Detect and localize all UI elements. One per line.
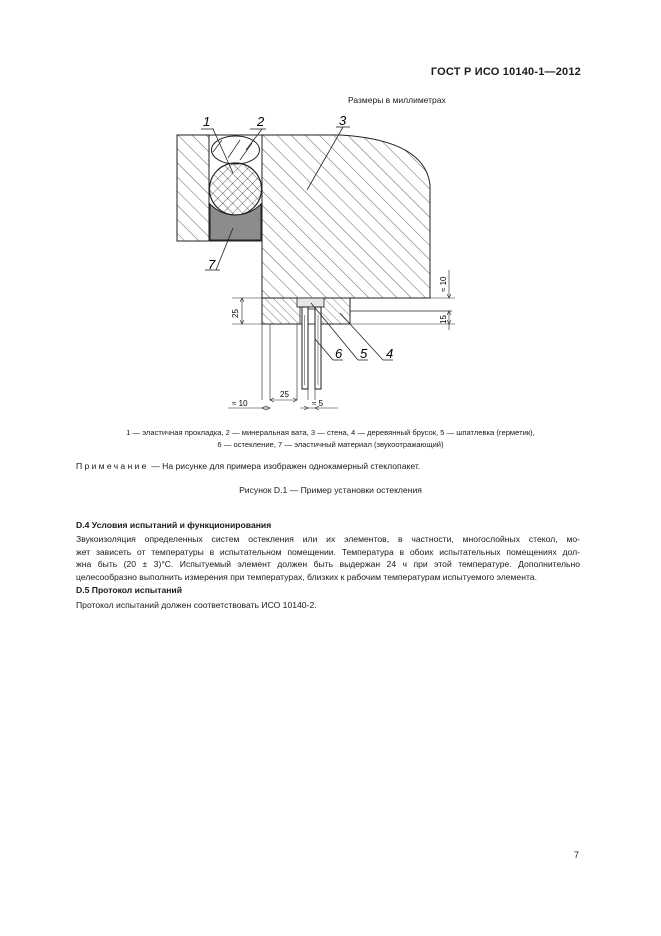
figure-note <box>76 461 420 471</box>
dim-25-horizontal: 25 <box>280 390 289 399</box>
callout-2: 2 <box>257 114 265 129</box>
figure-legend-line-1: 1 — эластичная прокладка, 2 — минеральная вата, 3 — стена, 4 — деревянный брусок, 5 — шпатлевка (герметик), <box>126 428 535 437</box>
sealant <box>297 298 324 307</box>
section-d4-paragraph <box>76 533 580 583</box>
dim-10-bottom: ≈ 10 <box>232 399 248 408</box>
callout-7: 7 <box>208 257 216 272</box>
figure-caption: Рисунок D.1 — Пример установки остекления <box>239 485 422 495</box>
callout-5: 5 <box>360 346 368 361</box>
callout-4: 4 <box>386 346 394 361</box>
figure-legend-line-2: 6 — остекление, 7 — эластичный материал (звукоотражающий) <box>217 440 444 449</box>
wall-left-section <box>177 135 209 241</box>
dim-25-vertical: 25 <box>231 309 240 318</box>
callout-1: 1 <box>203 114 211 129</box>
glazing-pane-1 <box>302 307 308 389</box>
paragraph-line: жна быть (20 ± 3)°С. Испытуемый элемент должен быть выдержан 24 ч при этой температуре. Дополнительно <box>76 559 580 570</box>
paragraph-line: Звукоизоляция определенных систем остекления или их элементов, в частности, многослойных стекол, мо- <box>76 534 580 544</box>
dim-5: ≈ 5 <box>312 399 324 408</box>
wall-main-section <box>262 135 430 298</box>
dimensions-note: Размеры в миллиметрах <box>348 95 446 105</box>
callout-6: 6 <box>335 346 343 361</box>
paragraph-line: целесообразно выполнить измерения при температурах, близких к рабочим температурам испытуемого элемента. <box>76 571 537 582</box>
elastic-gasket <box>210 163 262 215</box>
note-text: — На рисунке для примера изображен однокамерный стеклопакет. <box>151 461 421 471</box>
callout-3: 3 <box>339 113 347 128</box>
glazing-installation-drawing <box>170 105 470 415</box>
section-d5-title: D.5 Протокол испытаний <box>76 585 182 595</box>
page-number: 7 <box>573 850 579 860</box>
document-header: ГОСТ Р ИСО 10140-1—2012 <box>430 66 581 78</box>
section-d4-title: D.4 Условия испытаний и функционирования <box>76 520 272 530</box>
note-label: Примечание <box>76 461 149 471</box>
dim-10-top: ≈ 10 <box>439 276 448 292</box>
paragraph-line: жет зависеть от температуры в испытательном помещении. Температура в обоих испытательных помещениях дол- <box>76 546 580 557</box>
section-d5-paragraph: Протокол испытаний должен соответствовать ИСО 10140-2. <box>76 600 317 610</box>
dim-15: 15 <box>439 315 448 324</box>
